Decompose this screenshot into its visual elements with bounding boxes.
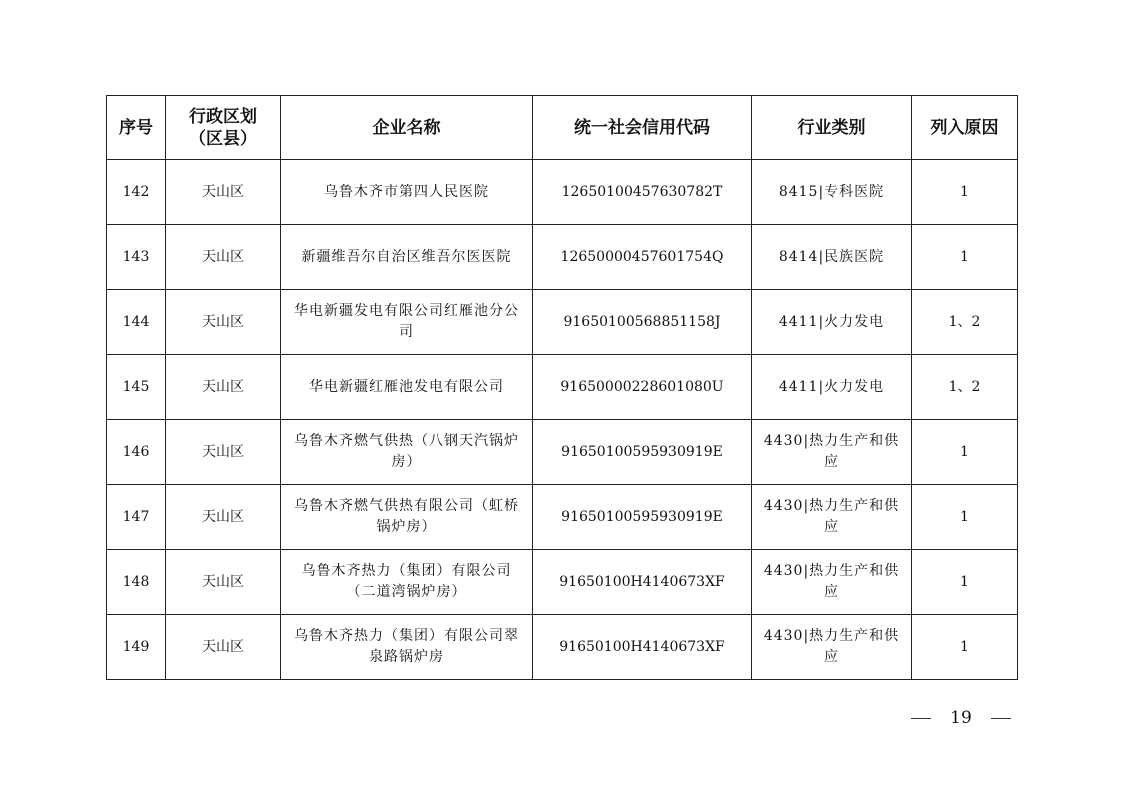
cell-listing-reason: 1 bbox=[912, 160, 1018, 225]
cell-serial-number: 149 bbox=[107, 615, 166, 680]
cell-credit-code: 12650100457630782T bbox=[533, 160, 752, 225]
cell-enterprise-name: 乌鲁木齐热力（集团）有限公司翠泉路锅炉房 bbox=[281, 615, 533, 680]
cell-listing-reason: 1 bbox=[912, 225, 1018, 290]
cell-industry-category: 4411|火力发电 bbox=[752, 290, 912, 355]
cell-listing-reason: 1、2 bbox=[912, 355, 1018, 420]
table-body bbox=[107, 160, 1018, 680]
cell-industry-category: 8415|专科医院 bbox=[752, 160, 912, 225]
cell-credit-code: 12650000457601754Q bbox=[533, 225, 752, 290]
header-admin-division-line1: 行政区划 bbox=[189, 106, 257, 127]
header-credit-code: 统一社会信用代码 bbox=[533, 96, 752, 160]
cell-industry-category: 4430|热力生产和供应 bbox=[752, 615, 912, 680]
cell-serial-number: 146 bbox=[107, 420, 166, 485]
cell-admin-division: 天山区 bbox=[166, 355, 281, 420]
page-number: 19 bbox=[950, 708, 972, 728]
table-row bbox=[107, 615, 1018, 680]
cell-enterprise-name: 乌鲁木齐热力（集团）有限公司（二道湾锅炉房） bbox=[281, 550, 533, 615]
cell-serial-number: 144 bbox=[107, 290, 166, 355]
header-industry-category: 行业类别 bbox=[752, 96, 912, 160]
cell-industry-category: 8414|民族医院 bbox=[752, 225, 912, 290]
cell-admin-division: 天山区 bbox=[166, 420, 281, 485]
cell-admin-division: 天山区 bbox=[166, 290, 281, 355]
cell-listing-reason: 1、2 bbox=[912, 290, 1018, 355]
table-row bbox=[107, 420, 1018, 485]
header-listing-reason: 列入原因 bbox=[912, 96, 1018, 160]
cell-enterprise-name: 乌鲁木齐市第四人民医院 bbox=[281, 160, 533, 225]
header-row bbox=[107, 96, 1018, 160]
header-admin-division bbox=[166, 96, 281, 160]
cell-enterprise-name: 乌鲁木齐燃气供热（八钢天汽锅炉房） bbox=[281, 420, 533, 485]
cell-credit-code: 91650100H4140673XF bbox=[533, 615, 752, 680]
enterprise-table bbox=[106, 95, 1018, 680]
cell-industry-category: 4430|热力生产和供应 bbox=[752, 550, 912, 615]
cell-industry-category: 4411|火力发电 bbox=[752, 355, 912, 420]
cell-serial-number: 148 bbox=[107, 550, 166, 615]
cell-listing-reason: 1 bbox=[912, 615, 1018, 680]
table-row bbox=[107, 160, 1018, 225]
cell-admin-division: 天山区 bbox=[166, 485, 281, 550]
cell-admin-division: 天山区 bbox=[166, 160, 281, 225]
cell-listing-reason: 1 bbox=[912, 550, 1018, 615]
page-footer bbox=[911, 706, 1011, 730]
table-row bbox=[107, 550, 1018, 615]
table-row bbox=[107, 225, 1018, 290]
cell-enterprise-name: 乌鲁木齐燃气供热有限公司（虹桥锅炉房） bbox=[281, 485, 533, 550]
cell-enterprise-name: 华电新疆红雁池发电有限公司 bbox=[281, 355, 533, 420]
cell-credit-code: 91650000228601080U bbox=[533, 355, 752, 420]
cell-enterprise-name: 华电新疆发电有限公司红雁池分公司 bbox=[281, 290, 533, 355]
cell-admin-division: 天山区 bbox=[166, 225, 281, 290]
header-enterprise-name: 企业名称 bbox=[281, 96, 533, 160]
cell-listing-reason: 1 bbox=[912, 420, 1018, 485]
table-row bbox=[107, 355, 1018, 420]
cell-admin-division: 天山区 bbox=[166, 550, 281, 615]
header-serial-number: 序号 bbox=[107, 96, 166, 160]
cell-admin-division: 天山区 bbox=[166, 615, 281, 680]
cell-credit-code: 91650100568851158J bbox=[533, 290, 752, 355]
cell-industry-category: 4430|热力生产和供应 bbox=[752, 420, 912, 485]
cell-credit-code: 91650100595930919E bbox=[533, 420, 752, 485]
cell-serial-number: 147 bbox=[107, 485, 166, 550]
cell-enterprise-name: 新疆维吾尔自治区维吾尔医医院 bbox=[281, 225, 533, 290]
header-admin-division-line2: （区县） bbox=[189, 128, 257, 149]
cell-credit-code: 91650100H4140673XF bbox=[533, 550, 752, 615]
cell-industry-category: 4430|热力生产和供应 bbox=[752, 485, 912, 550]
footer-dash-right bbox=[991, 718, 1011, 719]
footer-dash-left bbox=[911, 718, 931, 719]
cell-serial-number: 143 bbox=[107, 225, 166, 290]
cell-credit-code: 91650100595930919E bbox=[533, 485, 752, 550]
table-row bbox=[107, 290, 1018, 355]
table-header bbox=[107, 96, 1018, 160]
cell-serial-number: 145 bbox=[107, 355, 166, 420]
table-row bbox=[107, 485, 1018, 550]
cell-serial-number: 142 bbox=[107, 160, 166, 225]
cell-listing-reason: 1 bbox=[912, 485, 1018, 550]
